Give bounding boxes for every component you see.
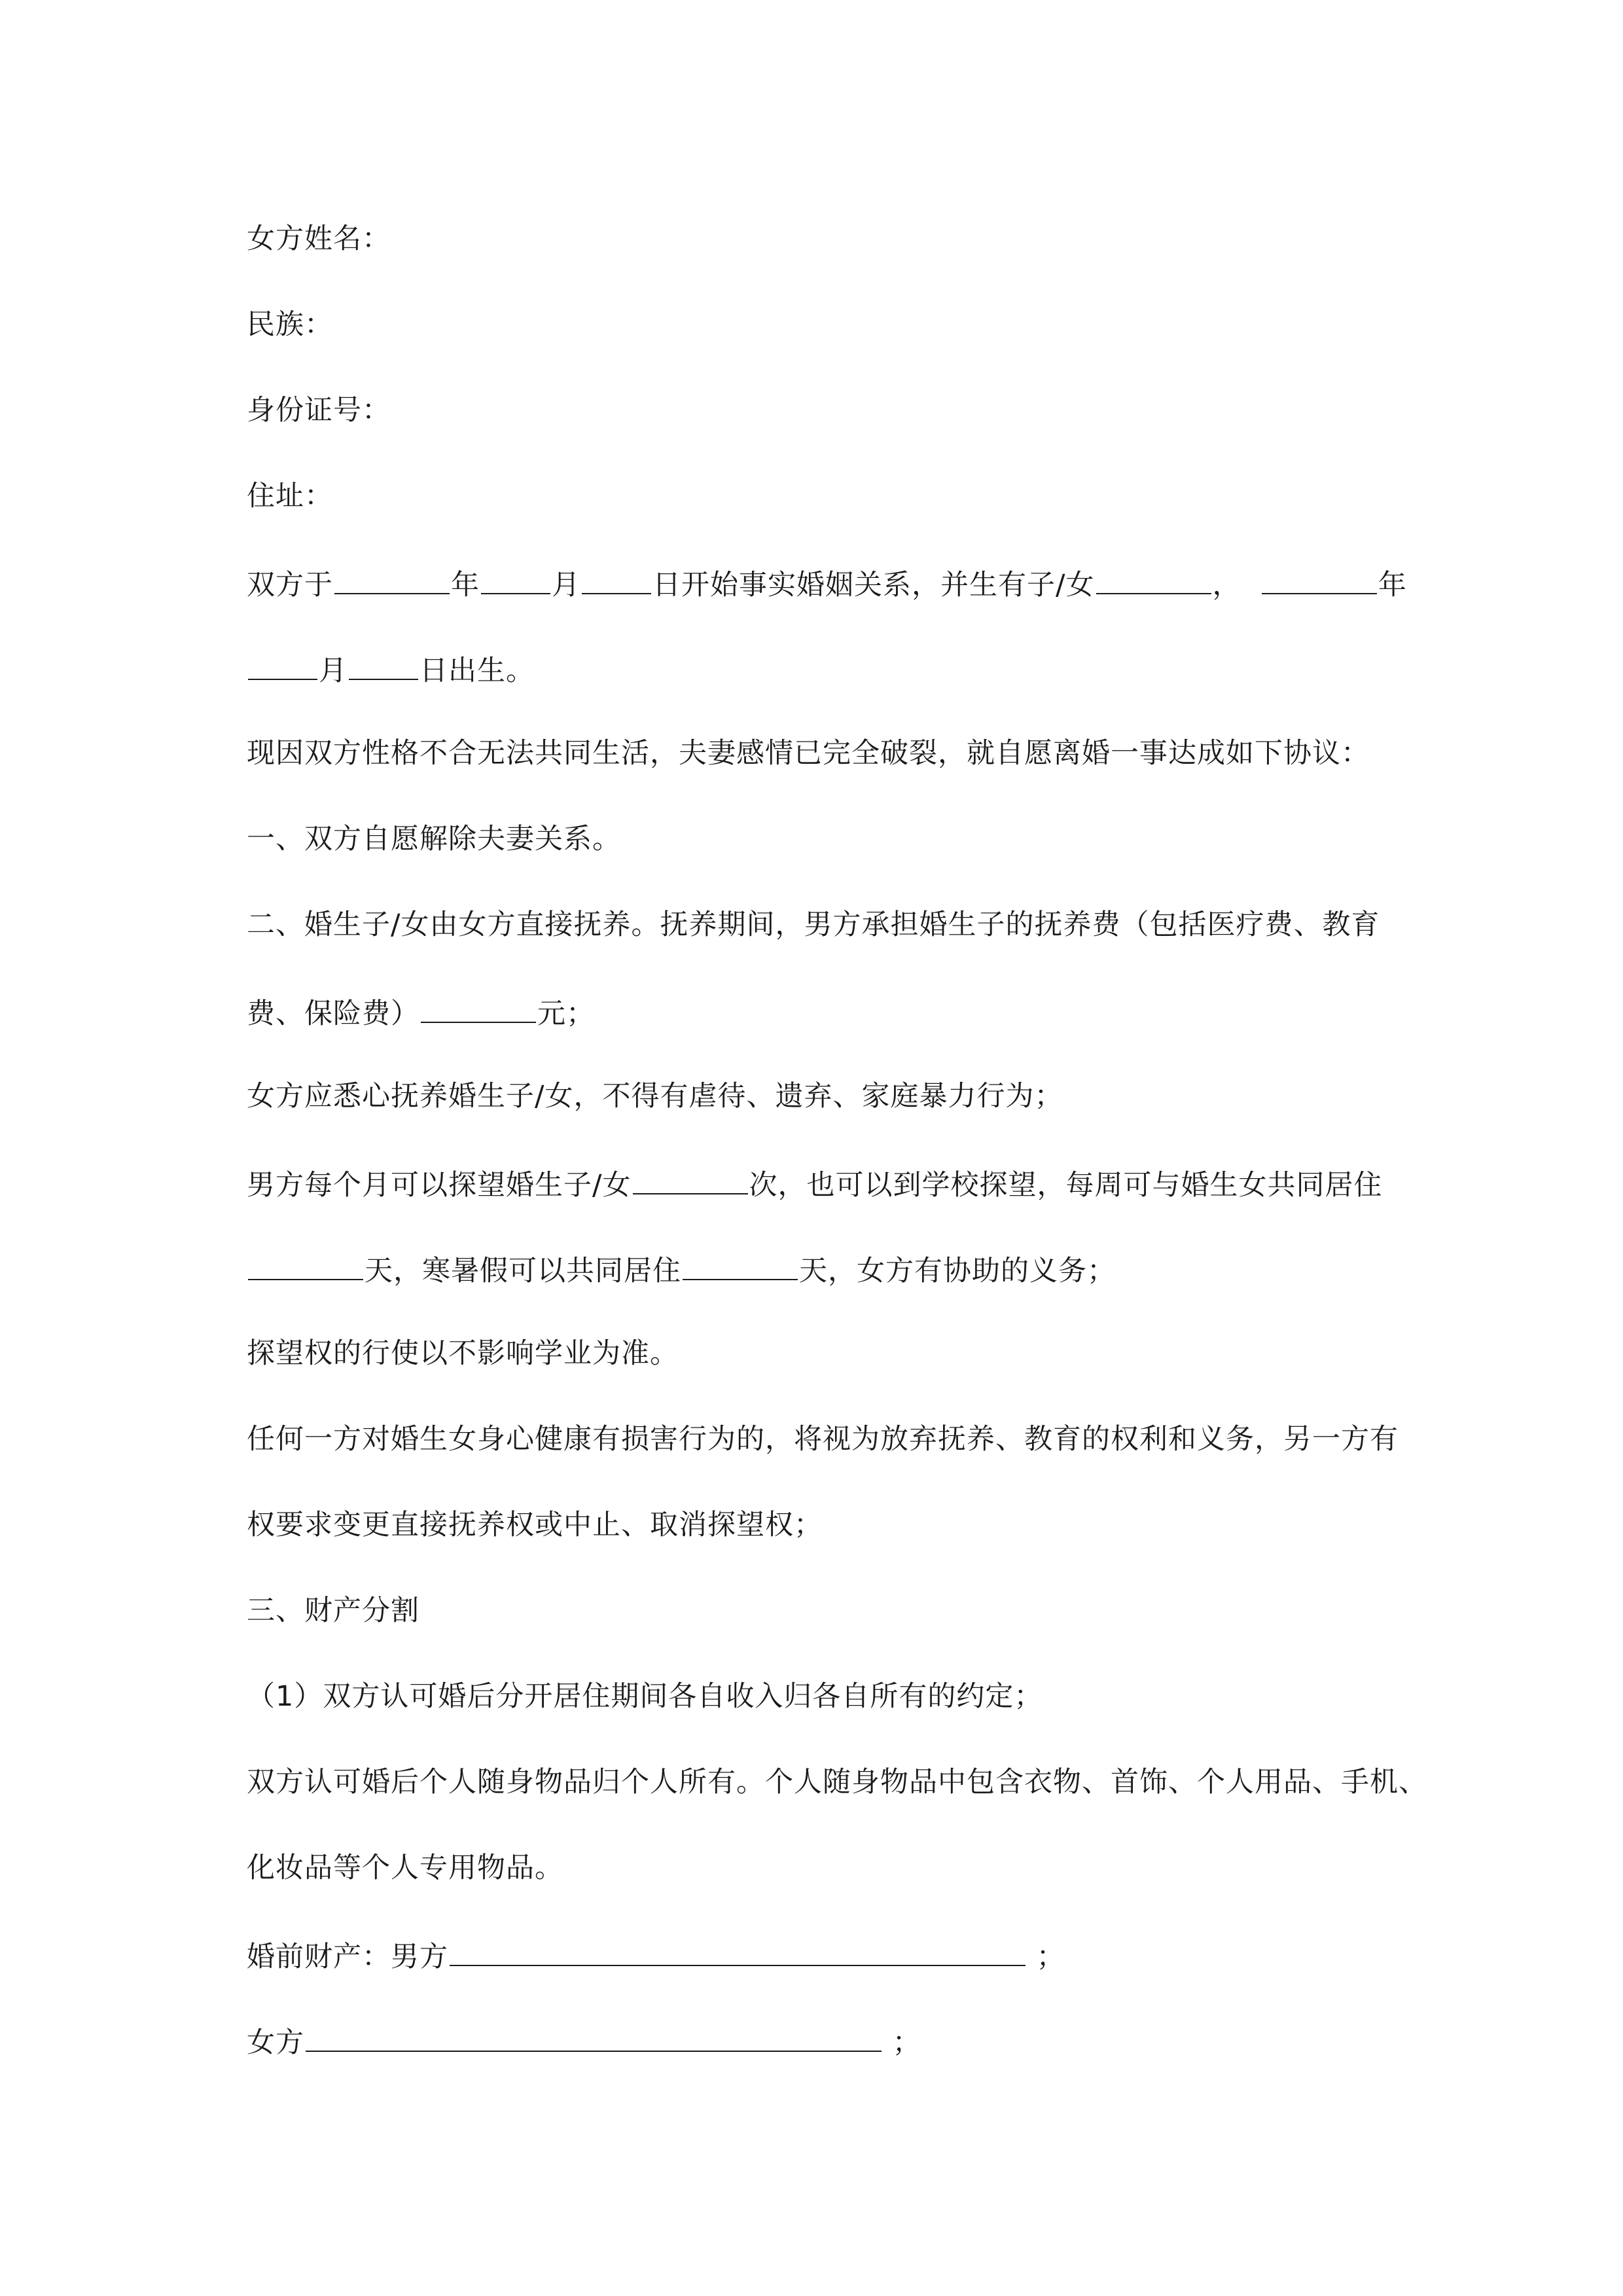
blank-field xyxy=(421,989,536,1023)
text: 次，也可以到学校探望，每周可与婚生女共同居住 xyxy=(749,1169,1383,1202)
blank-field xyxy=(306,2018,882,2052)
blank-field xyxy=(582,560,651,594)
text: 费、保险费） xyxy=(247,997,419,1030)
premarital-property-male xyxy=(247,1932,1065,1975)
address-label: 住址： xyxy=(247,480,333,512)
text: 男方每个月可以探望婚生子/女 xyxy=(247,1169,632,1202)
blank-field xyxy=(1096,560,1211,594)
blank-field xyxy=(248,1246,363,1280)
text: ， xyxy=(1212,569,1241,601)
text: 日开始事实婚姻关系，并生有子/女 xyxy=(652,569,1095,601)
harm-clause-line-2: 权要求变更直接抚养权或中止、取消探望权； xyxy=(247,1509,823,1541)
text: 婚前财产：男方 xyxy=(247,1941,448,1973)
preamble-paragraph: 现因双方性格不合无法共同生活，夫妻感情已完全破裂，就自愿离婚一事达成如下协议： xyxy=(247,737,1370,770)
text: 天，寒暑假可以共同居住 xyxy=(365,1255,681,1287)
custody-duty-line: 女方应悉心抚养婚生子/女，不得有虐待、遗弃、家庭暴力行为； xyxy=(247,1080,1063,1113)
blank-field xyxy=(349,646,418,680)
blank-field xyxy=(248,646,317,680)
blank-field xyxy=(633,1160,748,1194)
text: ； xyxy=(892,2026,921,2059)
text: ； xyxy=(1036,1941,1065,1973)
support-fee-line xyxy=(247,989,595,1032)
female-name-label: 女方姓名： xyxy=(247,223,391,255)
clause-2: 二、婚生子/女由女方直接抚养。抚养期间，男方承担婚生子的抚养费（包括医疗费、教育 xyxy=(247,908,1380,941)
personal-items-line-2: 化妆品等个人专用物品。 xyxy=(247,1852,563,1884)
property-item-1: （1）双方认可婚后分开居住期间各自收入归各自所有的约定； xyxy=(247,1680,1043,1713)
text: 年 xyxy=(451,569,480,601)
blank-field xyxy=(1262,560,1377,594)
text: 元； xyxy=(537,997,595,1030)
personal-items-line: 双方认可婚后个人随身物品归个人所有。个人随身物品中包含衣物、首饰、个人用品、手机、 xyxy=(247,1766,1427,1799)
text: 年 xyxy=(1378,569,1407,601)
blank-field xyxy=(450,1932,1026,1966)
text: 女方 xyxy=(247,2026,304,2059)
blank-field xyxy=(683,1246,798,1280)
clause-3-heading: 三、财产分割 xyxy=(247,1594,419,1627)
visitation-condition-line: 探望权的行使以不影响学业为准。 xyxy=(247,1337,679,1370)
marriage-date-line xyxy=(247,560,1407,603)
visitation-line xyxy=(247,1160,1383,1204)
harm-clause-line: 任何一方对婚生女身心健康有损害行为的，将视为放弃抚养、教育的权利和义务，另一方有 xyxy=(247,1423,1399,1456)
text: 月 xyxy=(552,569,580,601)
text: 天，女方有协助的义务； xyxy=(799,1255,1116,1287)
ethnicity-label: 民族： xyxy=(247,308,333,341)
text: 月 xyxy=(319,655,348,687)
text: 双方于 xyxy=(247,569,333,601)
blank-field xyxy=(334,560,450,594)
blank-field xyxy=(481,560,550,594)
id-number-label: 身份证号： xyxy=(247,394,391,427)
premarital-property-female xyxy=(247,2018,921,2061)
visitation-days-line xyxy=(247,1246,1116,1289)
text: 日出生。 xyxy=(419,655,535,687)
clause-1: 一、双方自愿解除夫妻关系。 xyxy=(247,823,621,855)
birth-date-line xyxy=(247,646,535,689)
